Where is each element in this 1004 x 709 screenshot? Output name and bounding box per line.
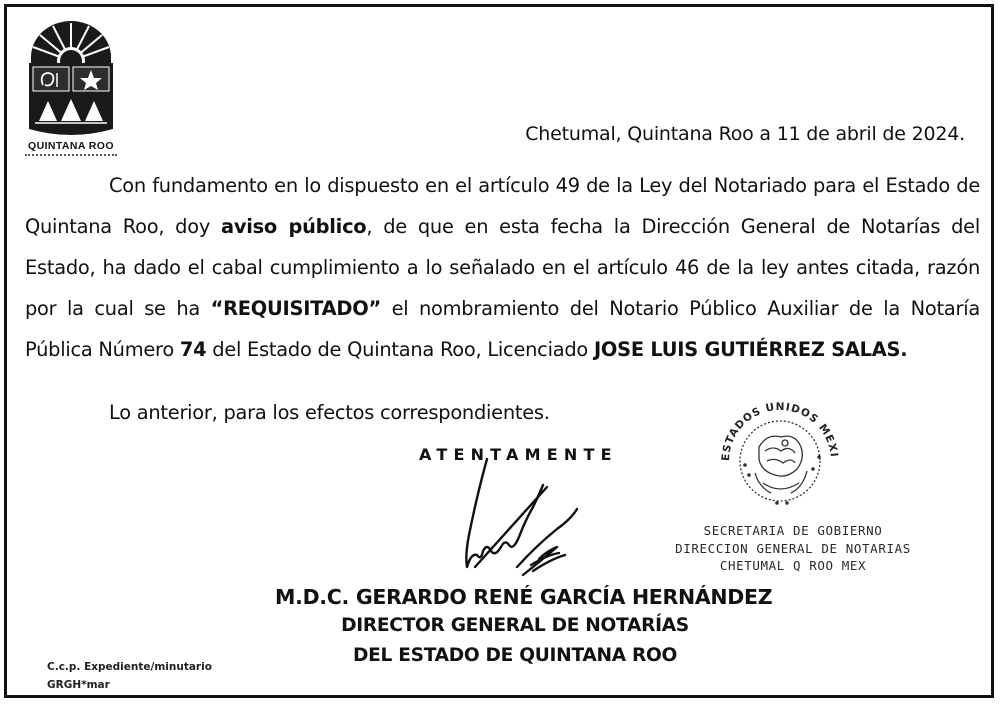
signatory-title-2: DEL ESTADO DE QUINTANA ROO — [352, 645, 678, 666]
seal-line-3: CHETUMAL Q ROO MEX — [719, 558, 867, 573]
atentamente-label: ATENTAMENTE — [419, 445, 618, 464]
quintana-roo-logo — [21, 17, 121, 152]
document-page — [4, 4, 994, 698]
body-text-1: Con fundamento en lo dispuesto en el artículo 49 de la Ley del Notariado para el Estado de Quintana Roo, doy — [25, 174, 980, 238]
body-bold-aviso: aviso público — [220, 215, 367, 238]
signatory-title-1: DIRECTOR GENERAL DE NOTARÍAS — [341, 615, 689, 636]
seal-eagle-icon — [715, 399, 845, 519]
body-text-2: , de que en esta fecha la Dirección General de Notarías del Estado, ha dado el cabal cumplimiento a lo señalado en el artículo 46 de la ley antes citada, razón por la cual se ha — [25, 215, 980, 320]
document-date: Chetumal, Quintana Roo a 11 de abril de 2024. — [525, 123, 965, 145]
coat-of-arms-icon — [21, 17, 121, 137]
body-bold-number: 74 — [179, 338, 207, 361]
logo-name: QUINTANA ROO — [28, 140, 114, 152]
body-paragraph — [25, 165, 980, 370]
closing-line: Lo anterior, para los efectos correspondientes. — [109, 401, 550, 424]
signature-icon — [447, 455, 597, 605]
body-bold-requisitado: “REQUISITADO” — [210, 297, 381, 320]
initials-note: GRGH*mar — [47, 679, 110, 691]
seal-line-2: DIRECCION GENERAL DE NOTARIAS — [675, 541, 911, 556]
logo-tagline — [25, 154, 117, 159]
body-bold-name: JOSE LUIS GUTIÉRREZ SALAS. — [593, 338, 908, 361]
official-seal — [715, 399, 845, 524]
ccp-note: C.c.p. Expediente/minutario — [47, 661, 212, 673]
seal-line-1: SECRETARIA DE GOBIERNO — [703, 523, 883, 538]
seal-ring-text: ESTADOS UNIDOS MEXI — [719, 400, 840, 462]
body-text-3: el nombramiento del Notario Público Auxiliar de la Notaría Pública Número — [25, 297, 980, 361]
body-text-4: del Estado de Quintana Roo, Licenciado — [206, 338, 594, 361]
signatory-name: M.D.C. GERARDO RENÉ GARCÍA HERNÁNDEZ — [275, 585, 773, 609]
svg-text:ESTADOS UNIDOS MEXICANOS — [715, 399, 840, 461]
